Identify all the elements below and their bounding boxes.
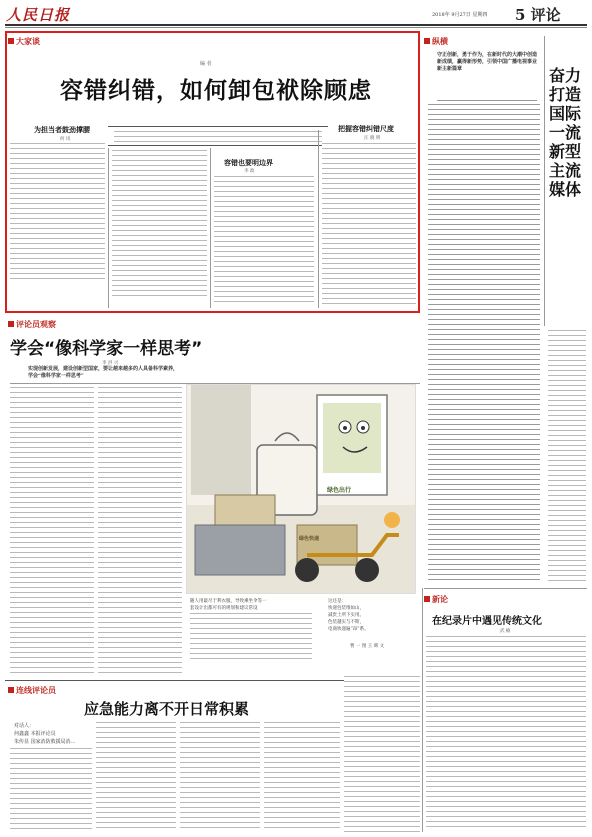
section-mark-icon xyxy=(424,38,430,44)
poem-line: 电商快递遍“昂”系。 xyxy=(328,627,369,632)
bottom-headline: 应急能力离不开日常积累 xyxy=(84,700,250,718)
illustration-box-label: 绿色快递 xyxy=(299,536,320,542)
participant-line: 朱传显 国家消防救援局消... xyxy=(14,739,76,745)
observer-body-2 xyxy=(98,387,182,677)
section-mark-icon xyxy=(8,38,14,44)
column-rule xyxy=(544,36,545,326)
vertical-headline: 奋力打造国际一流新型主流媒体 xyxy=(548,66,581,199)
dialogue-participants xyxy=(14,722,75,746)
xinlun-headline: 在纪录片中遇见传统文化 xyxy=(432,616,542,627)
bottom-body-3 xyxy=(180,722,260,832)
cartoon-caption-1: 随人用最尽于利衣服，导致乘坐伞等一 xyxy=(190,599,267,604)
section-tag-observer xyxy=(8,319,56,330)
cartoon-credit: 曹 一 图 王 碑 文 xyxy=(350,644,385,649)
article-2-body xyxy=(214,176,314,306)
header-rule-thin xyxy=(5,27,587,28)
zongheng-body xyxy=(428,104,540,584)
section-label: 纵横 xyxy=(432,36,448,46)
column-rule xyxy=(422,588,423,832)
observer-headline: 学会“像科学家一样思考” xyxy=(10,339,203,359)
cartoon-caption-2: 套设计出都可有的规划和建议常设 xyxy=(190,606,258,611)
subhead-1: 为担当者鼓劲撑腰 xyxy=(34,125,90,134)
column-rule xyxy=(318,130,319,308)
poem-line: 快递包装堆如山， xyxy=(328,606,364,611)
xinlun-author: 武 楠 xyxy=(500,629,511,634)
feature-headline: 容错纠错，如何卸包袱除顾虑 xyxy=(60,78,372,104)
section-tag-dajiatan xyxy=(8,36,40,47)
author-2: 李 政 xyxy=(244,169,255,174)
observer-lead: 实现创新发展，建设创新型国家，要让越来越多的人具备科学素养，学会“像科学家一样思考” xyxy=(28,366,179,379)
column-rule xyxy=(210,148,211,308)
cartoon-note-body xyxy=(190,613,312,663)
article-1-body-cont xyxy=(112,150,207,300)
section-label: 评论员观察 xyxy=(16,319,56,329)
section-label: 连线评论员 xyxy=(16,685,56,695)
illustration-sign: 绿色出行 xyxy=(327,487,352,494)
xinlun-body xyxy=(426,636,586,828)
cartoon-poem xyxy=(328,598,369,633)
lead-rule xyxy=(437,100,537,101)
bottom-body-4 xyxy=(264,722,340,832)
poem-line: 色装越实与不斯， xyxy=(328,620,364,625)
bottom-body-1 xyxy=(10,748,92,832)
subhead-3: 把握容错纠错尺度 xyxy=(338,124,394,133)
article-1-body xyxy=(10,143,105,283)
section-mark-icon xyxy=(8,687,14,693)
section-mark-icon xyxy=(8,321,14,327)
zongheng-lead: 守正创新，勇于作为，在新时代的大潮中创造新成绩，赢得新形势，引领中国广播电视事业新主新篇章 xyxy=(437,52,538,72)
section-tag-xinlun xyxy=(424,594,448,605)
section-tag-zongheng xyxy=(424,36,448,47)
author-3: 汪 晓 明 xyxy=(364,136,381,141)
cartoon-drawing xyxy=(187,385,416,594)
observer-body-1 xyxy=(10,387,94,677)
zongheng-body-cont xyxy=(548,330,586,584)
issue-date: 2018年 9月27日 星期四 xyxy=(432,12,488,18)
cartoon-illustration xyxy=(186,384,416,594)
poem-line: 这还是： xyxy=(328,599,346,604)
editor-note: 编 者 xyxy=(200,61,212,67)
participant-line: 何鑫鑫 本报评论员 xyxy=(14,731,56,737)
author-1: 何 岚 xyxy=(60,137,71,142)
bottom-body-2 xyxy=(96,722,176,832)
column-rule xyxy=(108,148,109,308)
masthead-logo: 人民日报 xyxy=(6,6,71,24)
header-rule xyxy=(5,24,587,26)
section-tag-lianxian xyxy=(8,685,56,696)
section-label: 新论 xyxy=(432,594,448,604)
editor-note-box xyxy=(108,126,328,146)
subhead-2: 容错也要明边界 xyxy=(224,158,273,167)
bottom-body-5 xyxy=(344,676,420,832)
poem-line: 减贵土所下实用。 xyxy=(328,613,364,618)
article-3-body xyxy=(322,143,416,306)
participant-line: 对话人： xyxy=(14,723,35,729)
observer-author: 李 洪 兴 xyxy=(102,361,119,366)
section-mark-icon xyxy=(424,596,430,602)
page-label: 5 评论 xyxy=(515,6,561,24)
section-label: 大家谈 xyxy=(16,36,40,46)
section-rule xyxy=(424,588,587,589)
